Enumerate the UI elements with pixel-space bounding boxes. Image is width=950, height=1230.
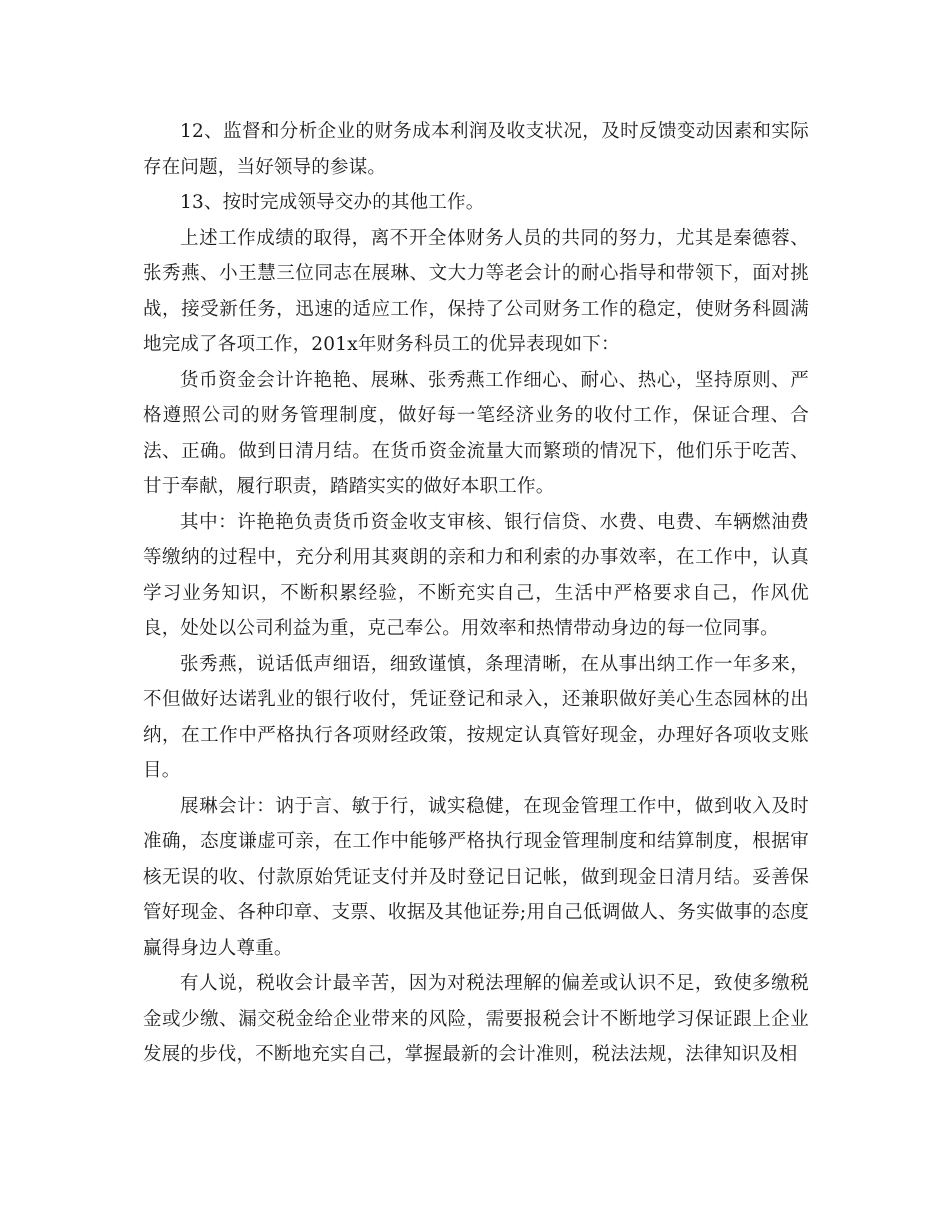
- document-body: [143, 114, 809, 1073]
- paragraph-item-12: 12、监督和分析企业的财务成本利润及收支状况，及时反馈变动因素和实际存在问题，当好领导的参谋。: [143, 121, 809, 178]
- paragraph-item-13: 13、按时完成领导交办的其他工作。: [180, 192, 485, 213]
- paragraph-achievements: 上述工作成绩的取得，离不开全体财务人员的共同的努力，尤其是秦德蓉、张秀燕、小王慧三位同志在展琳、文大力等老会计的耐心指导和带领下，面对挑战，接受新任务，迅速的适应工作，保持了公司财务工作的稳定，使财务科圆满地完成了各项工作，201x年财务科员工的优异表现如下：: [143, 227, 809, 355]
- paragraph-tax-accounting: 有人说，税收会计最辛苦，因为对税法理解的偏差或认识不足，致使多缴税金或少缴、漏交税金给企业带来的风险，需要报税会计不断地学习保证跟上企业发展的步伐，不断地充实自己，掌握最新的会计准则，税法法规，法律知识及相: [143, 973, 809, 1065]
- paragraph-zhan-lin: 展琳会计：讷于言、敏于行，诚实稳健，在现金管理工作中，做到收入及时准确，态度谦虚可亲，在工作中能够严格执行现金管理制度和结算制度，根据审核无误的收、付款原始凭证支付并及时登记日记帐，做到现金日清月结。妥善保管好现金、各种印章、支票、收据及其他证券;用自己低调做人、务实做事的态度赢得身边人尊重。: [143, 795, 809, 959]
- paragraph-zhang-xiuyan: 张秀燕，说话低声细语，细致谨慎，条理清晰，在从事出纳工作一年多来，不但做好达诺乳业的银行收付，凭证登记和录入，还兼职做好美心生态园林的出纳，在工作中严格执行各项财经政策，按规定认真管好现金，办理好各项收支账目。: [143, 653, 809, 781]
- paragraph-cash-accountants: 货币资金会计许艳艳、展琳、张秀燕工作细心、耐心、热心，坚持原则、严格遵照公司的财务管理制度，做好每一笔经济业务的收付工作，保证合理、合法、正确。做到日清月结。在货币资金流量大而繁琐的情况下，他们乐于吃苦、甘于奉献，履行职责，踏踏实实的做好本职工作。: [143, 369, 809, 497]
- paragraph-xu-yanyan: 其中：许艳艳负责货币资金收支审核、银行信贷、水费、电费、车辆燃油费等缴纳的过程中，充分利用其爽朗的亲和力和利索的办事效率，在工作中，认真学习业务知识，不断积累经验，不断充实自己，生活中严格要求自己，作风优良，处处以公司利益为重，克己奉公。用效率和热情带动身边的每一位同事。: [143, 511, 809, 639]
